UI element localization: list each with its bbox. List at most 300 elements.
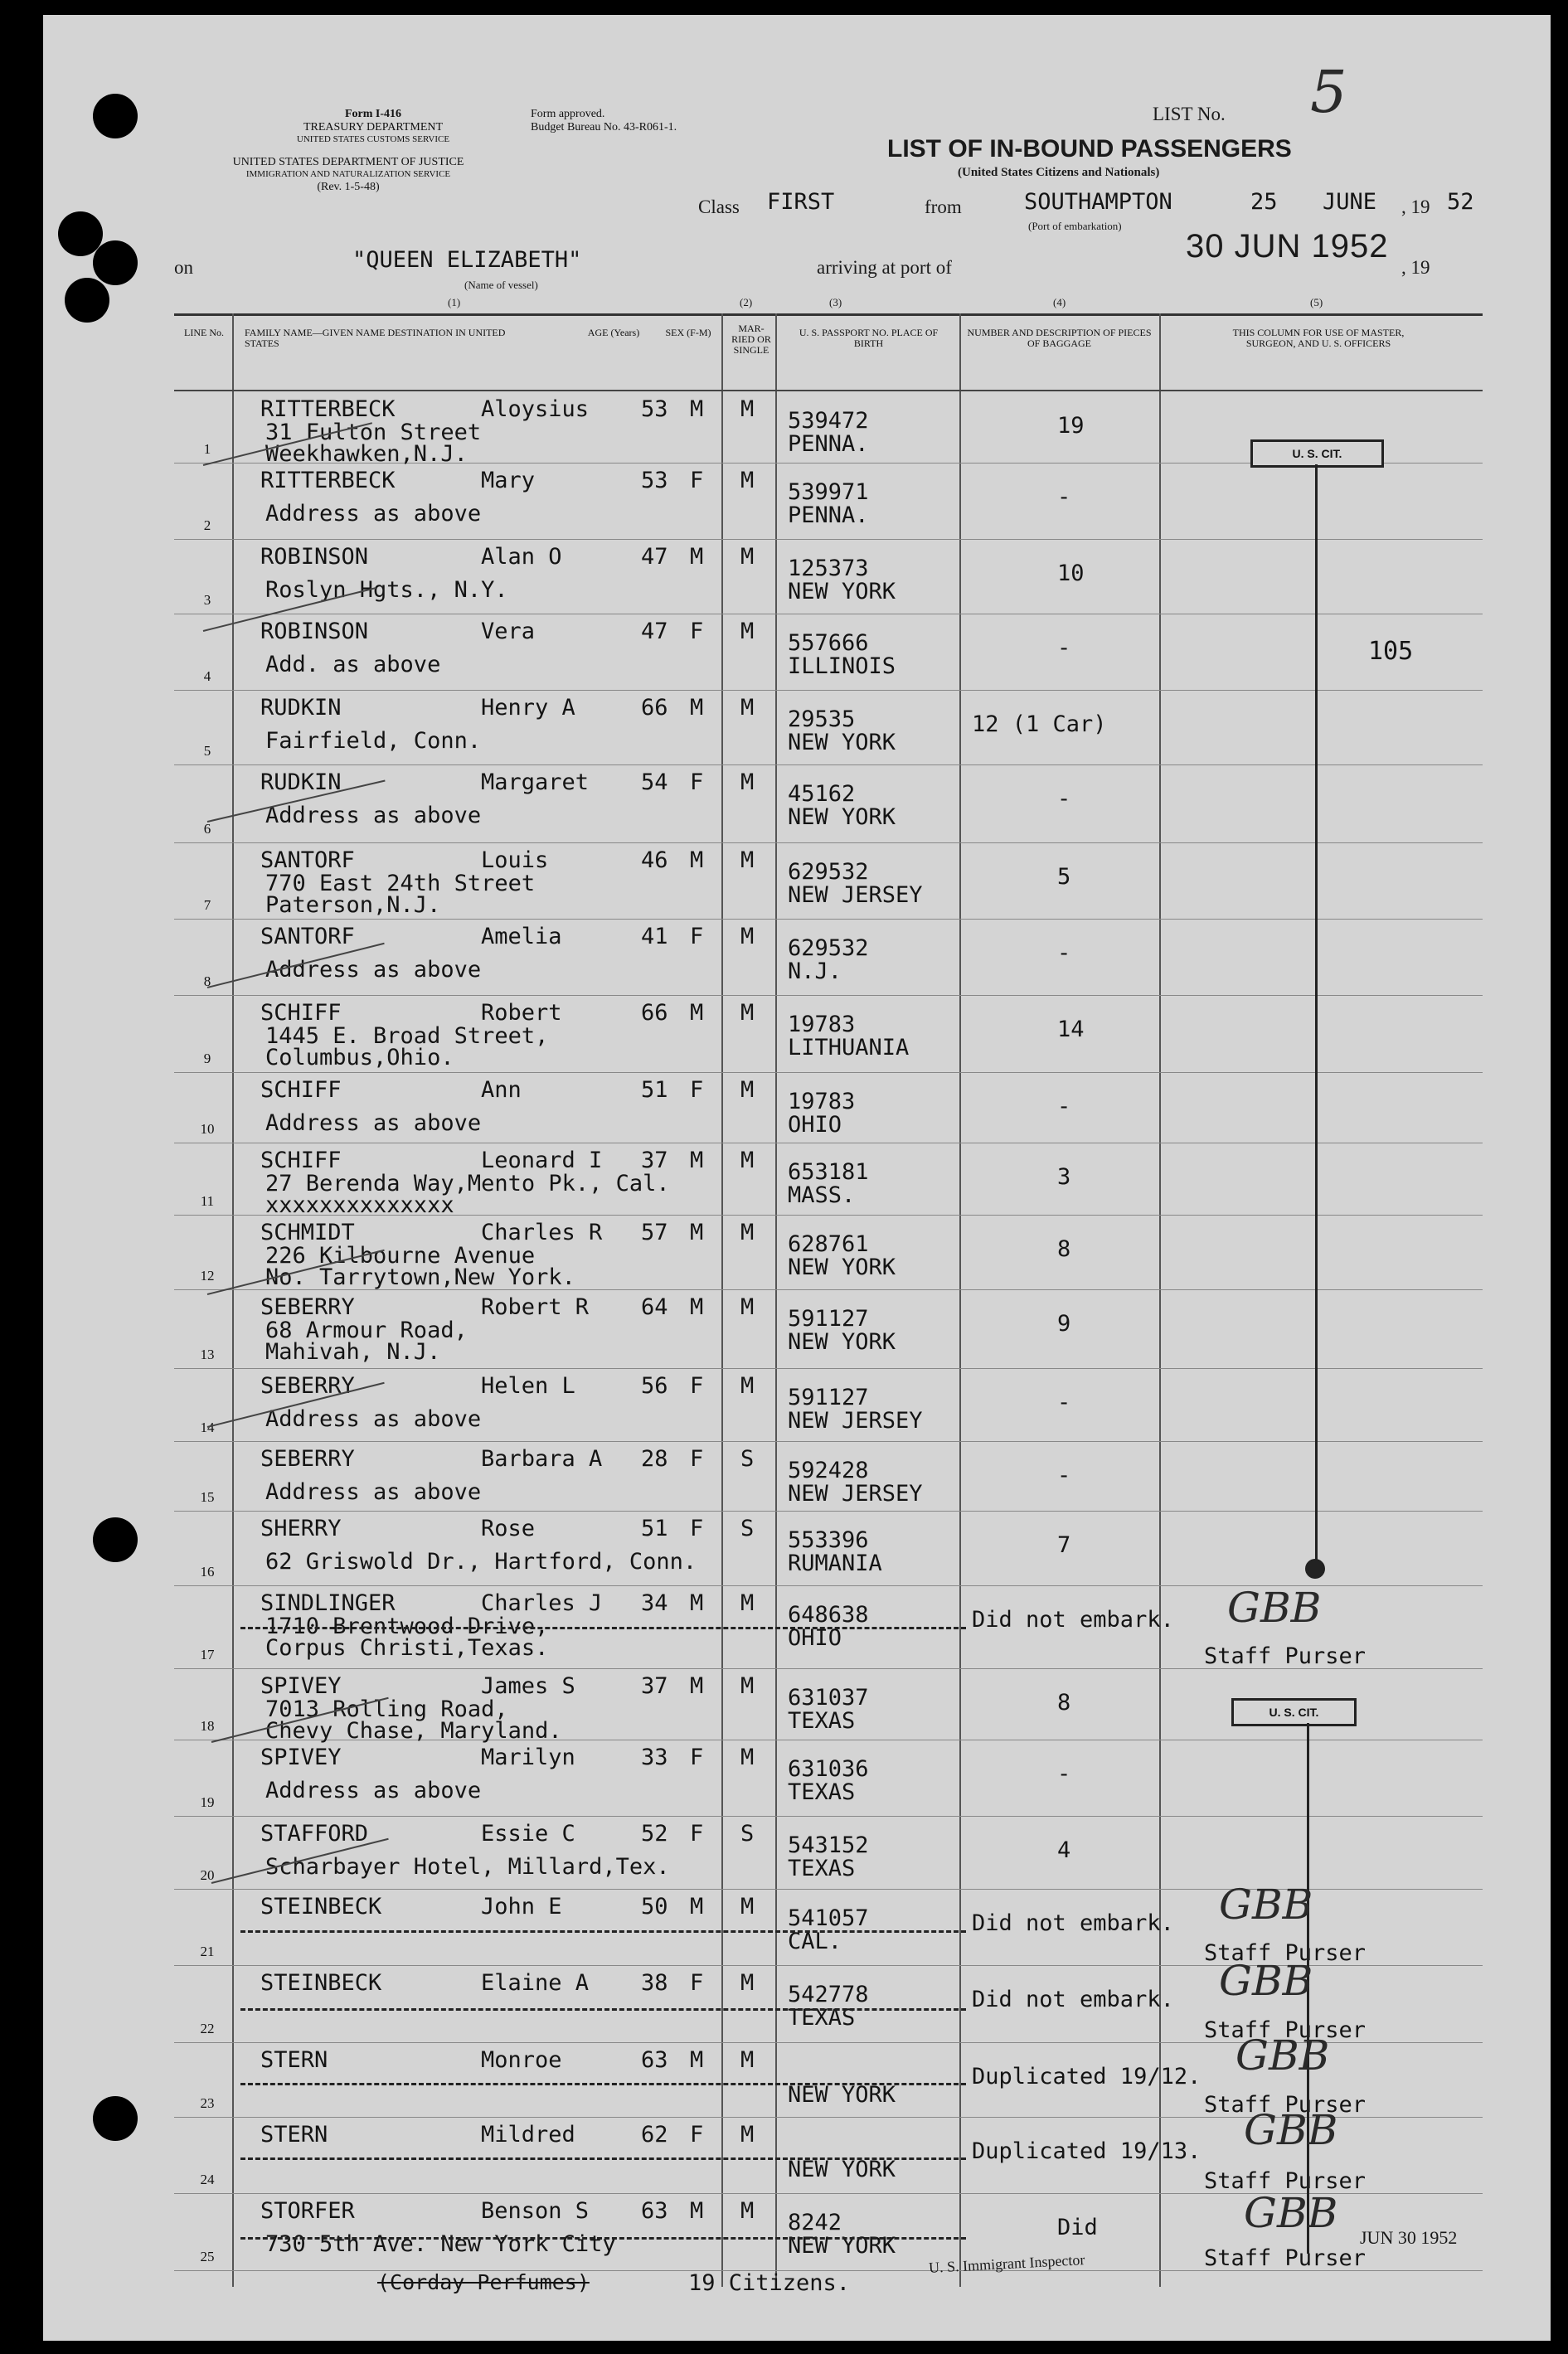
sex: M xyxy=(690,1590,704,1616)
line-number: 15 xyxy=(200,1489,215,1505)
baggage: 7 xyxy=(1057,1532,1071,1558)
address-line-1: Roslyn Hgts., N.Y. xyxy=(265,577,508,603)
age: 38 xyxy=(641,1970,668,1996)
year-suffix: , 19 xyxy=(1401,257,1430,278)
address-line-2: Mahivah, N.J. xyxy=(265,1339,441,1365)
col-number: (2) xyxy=(740,296,753,308)
justice-name: UNITED STATES DEPARTMENT OF JUSTICE xyxy=(232,156,464,168)
passport-number: 631036 xyxy=(788,1756,869,1782)
table-row xyxy=(174,539,1483,614)
baggage: 8 xyxy=(1057,1690,1071,1716)
family-name: STERN xyxy=(260,2122,328,2148)
line-number: 2 xyxy=(203,517,211,533)
marital-status: S xyxy=(740,1446,755,1472)
address-line-1: 226 Kilbourne Avenue xyxy=(265,1243,536,1269)
address-line-1: 62 Griswold Dr., Hartford, Conn. xyxy=(265,1549,697,1575)
initials: GBB xyxy=(1219,1957,1313,2005)
passport-number: 539472 xyxy=(788,408,869,434)
passport-number: 539971 xyxy=(788,479,869,505)
passport-number: 19783 xyxy=(788,1012,856,1037)
age: 53 xyxy=(641,468,668,493)
marital-status: M xyxy=(740,1000,755,1026)
col-number: (5) xyxy=(1310,296,1323,308)
place-of-birth: NEW JERSEY xyxy=(788,1481,923,1507)
col-number: (4) xyxy=(1053,296,1066,308)
family-name: RITTERBECK xyxy=(260,468,396,493)
passport-number: 543152 xyxy=(788,1832,869,1858)
marital-status: M xyxy=(740,1590,755,1616)
form-subtitle: (United States Citizens and Nationals) xyxy=(958,166,1160,179)
family-name: RUDKIN xyxy=(260,695,342,721)
place-of-birth: NEW YORK xyxy=(788,1329,896,1355)
sex: M xyxy=(690,1148,704,1173)
baggage: 19 xyxy=(1057,413,1085,439)
family-name: STEINBECK xyxy=(260,1894,382,1920)
sex: F xyxy=(690,1745,704,1770)
baggage: 3 xyxy=(1057,1164,1071,1190)
place-of-birth: N.J. xyxy=(788,959,842,984)
given-name: Amelia xyxy=(481,924,562,949)
family-name: SCHMIDT xyxy=(260,1220,355,1245)
col-header-sex: SEX (F-M) xyxy=(665,327,711,338)
sex: F xyxy=(690,1821,704,1847)
list-no-value: 5 xyxy=(1310,58,1347,126)
footer-citizens-count: 19 Citizens. xyxy=(688,2270,851,2296)
table-row xyxy=(174,1289,1483,1369)
age: 53 xyxy=(641,396,668,422)
given-name: Elaine A xyxy=(481,1970,590,1996)
given-name: Charles R xyxy=(481,1220,603,1245)
family-name: SPIVEY xyxy=(260,1745,342,1770)
sex: M xyxy=(690,847,704,873)
baggage: - xyxy=(1057,1761,1071,1787)
table-row xyxy=(174,764,1483,843)
immigration-name: IMMIGRATION AND NATURALIZATION SERVICE xyxy=(245,169,451,179)
age: 33 xyxy=(641,1745,668,1770)
embark-port: SOUTHAMPTON xyxy=(1024,189,1172,215)
place-of-birth: PENNA. xyxy=(788,431,869,457)
marital-status: M xyxy=(740,1970,755,1996)
given-name: John E xyxy=(481,1894,562,1920)
sex: M xyxy=(690,1294,704,1320)
place-of-birth: TEXAS xyxy=(788,1708,856,1734)
age: 37 xyxy=(641,1148,668,1173)
table-row xyxy=(174,1072,1483,1143)
line-number: 17 xyxy=(200,1647,215,1662)
given-name: Leonard I xyxy=(481,1148,603,1173)
given-name: Henry A xyxy=(481,695,575,721)
passport-number: 125373 xyxy=(788,556,869,581)
passport-number: 553396 xyxy=(788,1527,869,1553)
baggage: 4 xyxy=(1057,1837,1071,1863)
baggage: - xyxy=(1057,1463,1071,1488)
passport-number: 629532 xyxy=(788,859,869,885)
sex: F xyxy=(690,1077,704,1103)
family-name: SANTORF xyxy=(260,924,355,949)
family-name: ROBINSON xyxy=(260,619,369,644)
row-strikethrough xyxy=(240,2157,966,2160)
passport-number: 653181 xyxy=(788,1159,869,1185)
age: 28 xyxy=(641,1446,668,1472)
given-name: Ann xyxy=(481,1077,522,1103)
passport-number: 648638 xyxy=(788,1602,869,1628)
place-of-birth: NEW YORK xyxy=(788,579,896,604)
initials: GBB xyxy=(1235,2031,1330,2080)
sex: F xyxy=(690,769,704,795)
place-of-birth: NEW YORK xyxy=(788,804,896,830)
age: 63 xyxy=(641,2047,668,2073)
passport-number: 629532 xyxy=(788,935,869,961)
place-of-birth: OHIO xyxy=(788,1112,842,1138)
inspector-stamp-date: JUN 30 1952 xyxy=(1360,2227,1458,2248)
passport-number: 542778 xyxy=(788,1982,869,2007)
given-name: Helen L xyxy=(481,1373,575,1399)
marital-status: M xyxy=(740,769,755,795)
table-row xyxy=(174,690,1483,765)
place-of-birth: MASS. xyxy=(788,1182,856,1208)
address-line-2: Chevy Chase, Maryland. xyxy=(265,1718,562,1744)
family-name: RUDKIN xyxy=(260,769,342,795)
embark-month: JUNE xyxy=(1323,189,1377,215)
given-name: Robert xyxy=(481,1000,562,1026)
baggage: Duplicated 19/13. xyxy=(972,2138,1201,2164)
line-number: 21 xyxy=(200,1944,215,1959)
marital-status: M xyxy=(740,619,755,644)
marital-status: M xyxy=(740,396,755,422)
col-header-name: FAMILY NAME—GIVEN NAME DESTINATION IN UNITED STATES xyxy=(245,327,506,349)
given-name: Aloysius xyxy=(481,396,590,422)
age: 57 xyxy=(641,1220,668,1245)
row-strikethrough xyxy=(240,2237,966,2240)
age: 54 xyxy=(641,769,668,795)
line-number: 3 xyxy=(203,592,211,608)
address-line-1: 1710 Brentwood Drive, xyxy=(265,1614,549,1639)
table-row xyxy=(174,1368,1483,1442)
age: 37 xyxy=(641,1673,668,1699)
given-name: Rose xyxy=(481,1516,536,1541)
punch-hole xyxy=(93,1517,138,1562)
place-of-birth: PENNA. xyxy=(788,502,869,528)
row-strikethrough xyxy=(240,2083,966,2085)
line-number: 12 xyxy=(200,1268,215,1284)
family-name: RITTERBECK xyxy=(260,396,396,422)
marital-status: M xyxy=(740,1373,755,1399)
list-no-label: LIST No. xyxy=(1153,104,1226,124)
table-row xyxy=(174,1740,1483,1817)
family-name: STORFER xyxy=(260,2198,355,2224)
year-prefix: , 19 xyxy=(1401,197,1430,217)
baggage: - xyxy=(1057,1390,1071,1415)
family-name: SEBERRY xyxy=(260,1446,355,1472)
address-line-2: Columbus,Ohio. xyxy=(265,1045,454,1070)
given-name: Benson S xyxy=(481,2198,590,2224)
table-row xyxy=(174,1143,1483,1216)
sex: M xyxy=(690,1220,704,1245)
marital-status: M xyxy=(740,1745,755,1770)
passport-number: 591127 xyxy=(788,1306,869,1332)
place-of-birth: NEW JERSEY xyxy=(788,1408,923,1434)
given-name: Monroe xyxy=(481,2047,562,2073)
sex: F xyxy=(690,924,704,949)
family-name: SCHIFF xyxy=(260,1077,342,1103)
given-name: Essie C xyxy=(481,1821,575,1847)
family-name: ROBINSON xyxy=(260,544,369,570)
address-line-1: Fairfield, Conn. xyxy=(265,728,482,754)
sex: M xyxy=(690,695,704,721)
initials: GBB xyxy=(1244,2189,1338,2237)
age: 47 xyxy=(641,544,668,570)
age: 62 xyxy=(641,2122,668,2148)
baggage: 14 xyxy=(1057,1017,1085,1042)
line-number: 5 xyxy=(203,743,211,759)
col-header-married: MAR- RIED OR SINGLE xyxy=(731,323,771,356)
place-of-birth: TEXAS xyxy=(788,1856,856,1881)
table-row xyxy=(174,995,1483,1073)
family-name: SCHIFF xyxy=(260,1148,342,1173)
us-citizen-stamp: U. S. CIT. xyxy=(1231,1698,1357,1726)
passport-number: 557666 xyxy=(788,630,869,656)
address-line-1: 68 Armour Road, xyxy=(265,1318,468,1343)
given-name: Charles J xyxy=(481,1590,603,1616)
on-label: on xyxy=(174,257,193,278)
age: 47 xyxy=(641,619,668,644)
baggage: 8 xyxy=(1057,1236,1071,1262)
table-row xyxy=(174,614,1483,691)
table-row xyxy=(174,1816,1483,1890)
place-of-birth: TEXAS xyxy=(788,2005,856,2031)
given-name: Marilyn xyxy=(481,1745,575,1770)
marital-status: S xyxy=(740,1516,755,1541)
table-row xyxy=(174,919,1483,996)
marital-status: M xyxy=(740,2047,755,2073)
initials: GBB xyxy=(1219,1881,1313,1929)
count-105: 105 xyxy=(1368,637,1414,666)
address-line-2: No. Tarrytown,New York. xyxy=(265,1264,575,1290)
place-of-birth: TEXAS xyxy=(788,1779,856,1805)
baggage: 5 xyxy=(1057,864,1071,890)
vessel-caption: (Name of vessel) xyxy=(464,279,538,291)
form-approved: Form approved. xyxy=(531,108,605,120)
sex: M xyxy=(690,2047,704,2073)
sex: F xyxy=(690,1516,704,1541)
inspector-stamp: U. S. Immigrant Inspector xyxy=(928,2251,1085,2276)
baggage: - xyxy=(1057,940,1071,966)
port-caption: (Port of embarkation) xyxy=(1028,220,1122,232)
place-of-birth: OHIO xyxy=(788,1625,842,1651)
baggage: 9 xyxy=(1057,1311,1071,1337)
family-name: SCHIFF xyxy=(260,1000,342,1026)
sex: M xyxy=(690,544,704,570)
address-line-2: Paterson,N.J. xyxy=(265,892,441,918)
age: 51 xyxy=(641,1077,668,1103)
dept-name: TREASURY DEPARTMENT xyxy=(303,121,444,133)
age: 64 xyxy=(641,1294,668,1320)
bracket-line xyxy=(1315,464,1318,1567)
baggage: Duplicated 19/12. xyxy=(972,2064,1201,2089)
baggage: Did xyxy=(1057,2215,1098,2240)
line-number: 19 xyxy=(200,1794,215,1810)
sex: F xyxy=(690,2122,704,2148)
marital-status: M xyxy=(740,1220,755,1245)
table-row xyxy=(174,1511,1483,1586)
baggage: - xyxy=(1057,484,1071,510)
line-number: 23 xyxy=(200,2095,215,2111)
passport-number: 45162 xyxy=(788,781,856,807)
year-value: 52 xyxy=(1447,189,1474,215)
col-header-baggage: NUMBER AND DESCRIPTION OF PIECES OF BAGGAGE xyxy=(967,327,1152,349)
place-of-birth: NEW YORK xyxy=(788,1255,896,1280)
service-name: UNITED STATES CUSTOMS SERVICE xyxy=(296,134,450,144)
line-number: 10 xyxy=(200,1121,215,1137)
address-line-2: Weekhawken,N.J. xyxy=(265,441,468,467)
address-line-2: Corpus Christi,Texas. xyxy=(265,1635,549,1661)
sex: F xyxy=(690,1970,704,1996)
passport-number: 592428 xyxy=(788,1458,869,1483)
vessel-name: "QUEEN ELIZABETH" xyxy=(352,247,582,273)
initials: GBB xyxy=(1227,1584,1322,1632)
age: 52 xyxy=(641,1821,668,1847)
arrival-date-stamp: 30 JUN 1952 xyxy=(1186,228,1389,265)
address-line-2: xxxxxxxxxxxxxx xyxy=(265,1192,454,1218)
col-header-passport: U. S. PASSPORT NO. PLACE OF BIRTH xyxy=(799,327,939,349)
place-of-birth: ILLINOIS xyxy=(788,653,896,679)
family-name: SEBERRY xyxy=(260,1373,355,1399)
sex: M xyxy=(690,1894,704,1920)
sex: M xyxy=(690,1673,704,1699)
passport-number: 8242 xyxy=(788,2210,842,2235)
officer-note: Staff Purser xyxy=(1204,2092,1367,2118)
line-number: 9 xyxy=(203,1051,211,1066)
marital-status: M xyxy=(740,1294,755,1320)
age: 63 xyxy=(641,2198,668,2224)
baggage: 10 xyxy=(1057,561,1085,586)
family-name: STERN xyxy=(260,2047,328,2073)
address-line-1: 7013 Rolling Road, xyxy=(265,1696,508,1722)
marital-status: M xyxy=(740,2198,755,2224)
baggage: Did not embark. xyxy=(972,1910,1174,1936)
col-number: (3) xyxy=(829,296,842,308)
initials: GBB xyxy=(1244,2106,1338,2154)
marital-status: M xyxy=(740,468,755,493)
baggage: - xyxy=(1057,635,1071,661)
baggage: 12 (1 Car) xyxy=(972,711,1107,737)
given-name: James S xyxy=(481,1673,575,1699)
class-label: Class xyxy=(698,197,740,217)
given-name: Mildred xyxy=(481,2122,575,2148)
passport-number: 541057 xyxy=(788,1905,869,1931)
sex: M xyxy=(690,396,704,422)
place-of-birth: NEW JERSEY xyxy=(788,882,923,908)
family-name: SANTORF xyxy=(260,847,355,873)
form-number: Form I-416 xyxy=(344,108,402,120)
address-line-1: Address as above xyxy=(265,1110,482,1136)
family-name: SHERRY xyxy=(260,1516,342,1541)
given-name: Mary xyxy=(481,468,536,493)
line-number: 11 xyxy=(200,1193,215,1209)
address-line-1: Address as above xyxy=(265,803,482,828)
address-line-1: Scharbayer Hotel, Millard,Tex. xyxy=(265,1854,670,1880)
row-strikethrough xyxy=(240,2008,966,2011)
us-citizen-stamp: U. S. CIT. xyxy=(1250,439,1384,468)
row-strikethrough xyxy=(240,1930,966,1933)
family-name: SINDLINGER xyxy=(260,1590,396,1616)
passport-number: 29535 xyxy=(788,706,856,732)
age: 51 xyxy=(641,1516,668,1541)
sex: M xyxy=(690,2198,704,2224)
line-number: 8 xyxy=(203,973,211,989)
address-line-1: Address as above xyxy=(265,1406,482,1432)
sex: F xyxy=(690,1373,704,1399)
col-header-age: AGE (Years) xyxy=(587,327,640,338)
passport-number: 631037 xyxy=(788,1685,869,1711)
line-number: 4 xyxy=(203,668,211,684)
line-number: 14 xyxy=(200,1420,215,1435)
officer-note: Staff Purser xyxy=(1204,2017,1367,2043)
sex: F xyxy=(690,619,704,644)
family-name: SEBERRY xyxy=(260,1294,355,1320)
class-value: FIRST xyxy=(767,189,835,215)
place-of-birth: NEW YORK xyxy=(788,2082,896,2108)
baggage: Did not embark. xyxy=(972,1607,1174,1633)
marital-status: M xyxy=(740,695,755,721)
col-header-officers: THIS COLUMN FOR USE OF MASTER, SURGEON, AND U. S. OFFICERS xyxy=(1232,327,1405,349)
officer-note: Staff Purser xyxy=(1204,1940,1367,1966)
family-name: STEINBECK xyxy=(260,1970,382,1996)
line-number: 24 xyxy=(200,2172,215,2187)
row-strikethrough xyxy=(240,1627,966,1629)
place-of-birth: NEW YORK xyxy=(788,730,896,755)
place-of-birth: LITHUANIA xyxy=(788,1035,910,1061)
marital-status: M xyxy=(740,544,755,570)
line-number: 18 xyxy=(200,1718,215,1734)
punch-hole xyxy=(65,278,109,323)
line-number: 13 xyxy=(200,1347,215,1362)
sex: M xyxy=(690,1000,704,1026)
family-name: SPIVEY xyxy=(260,1673,342,1699)
revision: (Rev. 1-5-48) xyxy=(317,181,380,193)
address-line-1: Address as above xyxy=(265,1479,482,1505)
line-number: 6 xyxy=(203,821,211,837)
passport-number: 628761 xyxy=(788,1231,869,1257)
sex: F xyxy=(690,468,704,493)
age: 56 xyxy=(641,1373,668,1399)
line-number: 1 xyxy=(203,441,211,457)
bracket-end xyxy=(1305,1559,1325,1579)
address-line-1: 770 East 24th Street xyxy=(265,871,536,896)
given-name: Margaret xyxy=(481,769,590,795)
marital-status: M xyxy=(740,847,755,873)
line-number: 25 xyxy=(200,2249,215,2264)
address-line-1: Address as above xyxy=(265,957,482,983)
footer-corday: (Corday Perfumes) xyxy=(377,2270,590,2294)
embark-day: 25 xyxy=(1250,189,1278,215)
given-name: Vera xyxy=(481,619,536,644)
marital-status: M xyxy=(740,1894,755,1920)
marital-status: M xyxy=(740,2122,755,2148)
address-line-1: Address as above xyxy=(265,501,482,527)
sex: F xyxy=(690,1446,704,1472)
punch-hole xyxy=(93,240,138,285)
marital-status: M xyxy=(740,1077,755,1103)
line-number: 20 xyxy=(200,1867,215,1883)
passport-number: 591127 xyxy=(788,1385,869,1410)
officer-note: Staff Purser xyxy=(1204,2168,1367,2194)
line-number: 7 xyxy=(203,897,211,913)
address-line-1: Add. as above xyxy=(265,652,441,677)
address-line-1: 730 5th Ave. New York City xyxy=(265,2231,616,2257)
punch-hole xyxy=(93,94,138,138)
age: 34 xyxy=(641,1590,668,1616)
